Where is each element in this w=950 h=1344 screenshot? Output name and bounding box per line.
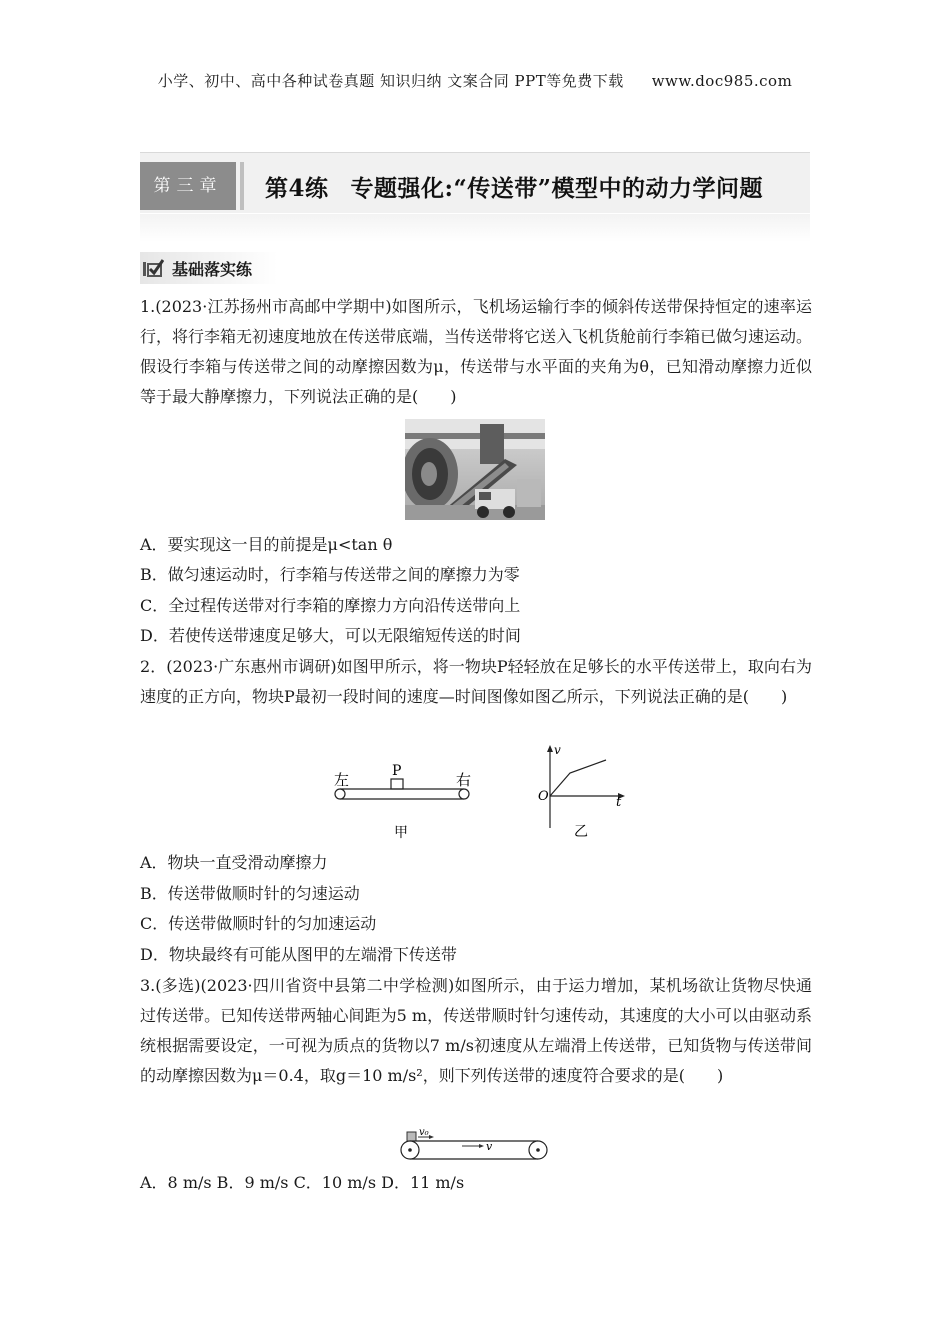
- q3-v-label: v: [486, 1140, 493, 1153]
- q2-v-arrow: [547, 745, 553, 752]
- section-label: 基础落实练: [172, 259, 253, 279]
- q2-origin-label: O: [538, 789, 549, 804]
- q2-axis-v-label: v: [554, 743, 561, 757]
- q1-source: 1.(2023·江苏扬州市高邮中学期中): [140, 297, 392, 316]
- q2-figure-vt-graph: [530, 742, 640, 847]
- q3-options: A．8 m/s B．9 m/s C．10 m/s D．11 m/s: [140, 1173, 465, 1192]
- q2-text: [140, 652, 812, 712]
- page-title: [265, 170, 763, 203]
- banner-shadow: [140, 214, 810, 242]
- q1-stem: 如图所示，飞机场运输行李的倾斜传送带保持恒定的速率运行，将行李箱无初速度地放在传送带底端，当传送带将它送入飞机货舱前行李箱已做匀速运动。假设行李箱与传送带之间的动摩擦因数为μ，传送带与水平面的夹角为θ，已知滑动摩擦力近似等于最大静摩擦力，下列说法正确的是( ): [140, 297, 813, 406]
- page-header: [0, 70, 950, 91]
- q3-v0-label: v₀: [419, 1127, 429, 1138]
- q3-source: 3.(多选)(2023·四川省资中县第二中学检测): [140, 976, 455, 995]
- q2-option-c: C．传送带做顺时针的匀加速运动: [140, 914, 377, 933]
- q1-option-b: B．做匀速运动时，行李箱与传送带之间的摩擦力为零: [140, 565, 520, 584]
- q1-option-d: D．若使传送带速度足够大，可以无限缩短传送的时间: [140, 626, 521, 645]
- q3-figure-belt: [398, 1123, 554, 1163]
- q2-fig-left-label: 左: [334, 771, 350, 789]
- q1-text: [140, 292, 812, 412]
- q2-left-roller: [335, 789, 345, 799]
- q3-v0-arrowhead: [429, 1135, 434, 1139]
- q2-option-a: A．物块一直受滑动摩擦力: [140, 853, 328, 872]
- q2-option-b: B．传送带做顺时针的匀速运动: [140, 884, 360, 903]
- q2-stem: 如图甲所示，将一物块P轻轻放在足够长的水平传送带上，取向右为速度的正方向，物块P最初一段时间的速度—时间图像如图乙所示，下列说法正确的是( ): [140, 657, 812, 706]
- q3-v-arrowhead: [479, 1144, 484, 1148]
- title-number: 第4练: [265, 175, 329, 202]
- q1-option-c: C．全过程传送带对行李箱的摩擦力方向沿传送带向上: [140, 596, 521, 615]
- q2-axis-t-label: t: [616, 795, 622, 810]
- header-text: 小学、初中、高中各种试卷真题 知识归纳 文案合同 PPT等免费下载: [157, 72, 624, 90]
- q2-block: [391, 779, 403, 789]
- q3-stem: 如图所示，由于运力增加，某机场欲让货物尽快通过传送带。已知传送带两轴心间距为5 m，传送带顺时针匀速传动，其速度的大小可以由驱动系统根据需要设定，一可视为质点的货物以7 m/s初速度从左端滑上传送带，已知货物与传送带间的动摩擦因数为μ＝0.4，取g＝10 m/s²，则下列传送带的速度符合要求的是( ): [140, 976, 812, 1085]
- q2-option-d: D．物块最终有可能从图甲的左端滑下传送带: [140, 945, 457, 964]
- q1-option-a: A．要实现这一目的前提是μ<tan θ: [140, 535, 393, 554]
- q1-airport-photo: [405, 419, 545, 520]
- section-heading: [140, 252, 312, 284]
- q2-fig-caption-a: 甲: [394, 825, 408, 841]
- q2-vt-curve: [550, 760, 606, 796]
- banner-divider: [240, 162, 244, 210]
- title-main: 专题强化:“传送带”模型中的动力学问题: [350, 175, 763, 202]
- header-site: www.doc985.com: [651, 72, 793, 90]
- q3-cargo-block: [407, 1132, 416, 1141]
- q3-text: [140, 971, 812, 1091]
- q2-figure-belt: [330, 745, 480, 845]
- checkmark-icon: [142, 258, 164, 278]
- q2-source: 2．(2023·广东惠州市调研): [140, 657, 337, 676]
- q2-fig-right-label: 右: [456, 771, 472, 789]
- q2-fig-block-label: P: [392, 763, 402, 779]
- chapter-label: 第三章: [140, 162, 236, 210]
- q2-right-roller: [459, 789, 469, 799]
- q2-fig-caption-b: 乙: [574, 824, 588, 840]
